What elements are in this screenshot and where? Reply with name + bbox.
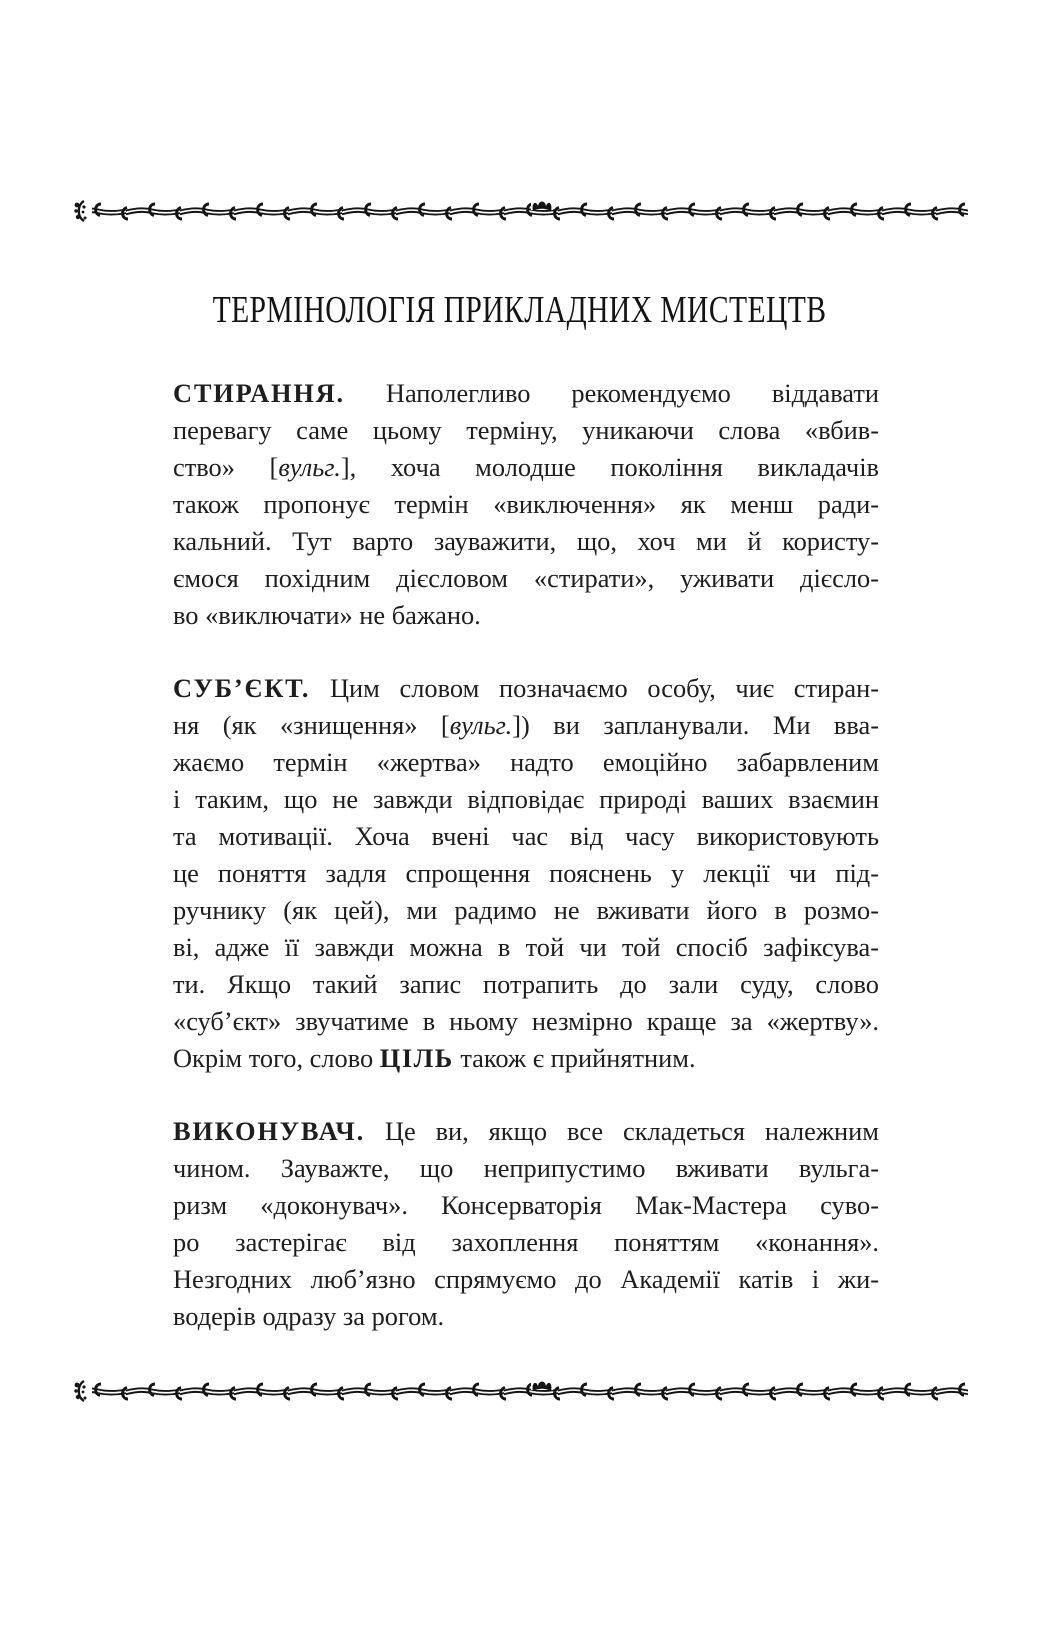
crown-ornament-icon <box>531 1379 553 1391</box>
text-segment: вульг. <box>449 710 513 740</box>
text-segment: водерів одразу за рогом. <box>173 1301 445 1331</box>
text-segment: ємося похідним дієсловом «стирати», уживати дієсло- <box>173 563 879 593</box>
text-line <box>173 1003 879 1040</box>
text-segment: ]) ви запланували. Ми вва- <box>512 710 880 740</box>
text-segment: Наполегливо рекомендуємо віддавати <box>344 378 879 408</box>
text-segment: також пропонує термін «виключення» як менш ради- <box>173 489 879 519</box>
term-lead: СТИРАННЯ. <box>173 378 345 408</box>
text-segment: вульг. <box>278 452 341 482</box>
text-line <box>173 523 879 560</box>
text-line <box>173 375 879 412</box>
text-segment: це поняття задля спрощення пояснень у лекції чи під- <box>173 858 879 888</box>
text-segment: ти. Якщо такий запис потрапить до зали суду, слово <box>173 969 879 999</box>
text-line <box>173 670 879 707</box>
text-line <box>173 707 879 744</box>
top-ornamental-rule <box>72 198 968 224</box>
text-line <box>173 744 879 781</box>
text-line <box>173 560 879 597</box>
flourish-end-icon <box>74 1381 86 1401</box>
text-line <box>173 1187 879 1224</box>
text-segment: ві, адже її завжди можна в той чи той спосіб зафіксува- <box>173 932 879 962</box>
chapter-title <box>0 291 1040 330</box>
text-segment: кальний. Тут варто зауважити, що, хоч ми й користу- <box>173 526 879 556</box>
text-segment: ручнику (як цей), ми радимо не вживати його в розмо- <box>173 895 879 925</box>
flourish-end-icon <box>74 201 86 221</box>
chain-ornament-icon <box>72 198 968 224</box>
chapter-title-text: ТЕРМІНОЛОГІЯ ПРИКЛАДНИХ МИСТЕЦТВ <box>213 289 827 331</box>
paragraph-vykonuvach <box>173 1113 879 1335</box>
text-segment: ризм «доконувач». Консерваторія Мак-Мастера суво- <box>173 1190 879 1220</box>
text-line <box>173 1113 879 1150</box>
text-segment: Цим словом позначаємо особу, чиє стиран- <box>310 673 879 703</box>
text-segment: ], хоча молодше покоління викладачів <box>340 452 879 482</box>
text-segment: чином. Зауважте, що неприпустимо вживати вульга- <box>173 1153 879 1183</box>
paragraph-subiekt <box>173 670 879 1077</box>
text-segment: ро застерігає від захоплення поняттям «конання». <box>173 1227 879 1257</box>
text-line <box>173 1261 879 1298</box>
term-lead: СУБ’ЄКТ. <box>173 673 311 703</box>
text-line <box>173 892 879 929</box>
text-segment: «суб’єкт» звучатиме в ньому незмірно краще за «жертву». <box>173 1006 879 1036</box>
text-segment: Це ви, якщо все складеться належним <box>365 1116 879 1146</box>
text-segment: ня (як «знищення» [ <box>173 710 450 740</box>
text-line <box>173 1224 879 1261</box>
text-line <box>173 486 879 523</box>
text-line <box>173 966 879 1003</box>
text-segment: ЦІЛЬ <box>379 1043 454 1073</box>
text-segment: та мотивації. Хоча вчені час від часу використовують <box>173 821 879 851</box>
chain-ornament-icon <box>72 1378 968 1404</box>
text-segment: жаємо термін «жертва» надто емоційно забарвленим <box>173 747 879 777</box>
text-line <box>173 1150 879 1187</box>
text-segment: і таким, що не завжди відповідає природі ваших взаємин <box>173 784 879 814</box>
bottom-ornamental-rule <box>72 1378 968 1404</box>
text-line <box>173 929 879 966</box>
text-segment: во «виключати» не бажано. <box>173 600 481 630</box>
text-segment: ство» [ <box>173 452 279 482</box>
text-line <box>173 818 879 855</box>
crown-ornament-icon <box>531 199 553 211</box>
text-line <box>173 597 879 634</box>
text-segment: Незгодних люб’язно спрямуємо до Академії катів і жи- <box>173 1264 879 1294</box>
text-segment: Окрім того, слово <box>173 1043 380 1073</box>
text-segment: перевагу саме цьому терміну, уникаючи слова «вбив- <box>173 415 879 445</box>
text-line <box>173 1298 879 1335</box>
text-line <box>173 1040 879 1077</box>
body-text <box>173 375 879 1371</box>
text-line <box>173 412 879 449</box>
text-line <box>173 449 879 486</box>
text-line <box>173 855 879 892</box>
term-lead: ВИКОНУВАЧ. <box>173 1116 365 1146</box>
paragraph-styrannia <box>173 375 879 634</box>
text-line <box>173 781 879 818</box>
text-segment: також є прийнятним. <box>453 1043 696 1073</box>
